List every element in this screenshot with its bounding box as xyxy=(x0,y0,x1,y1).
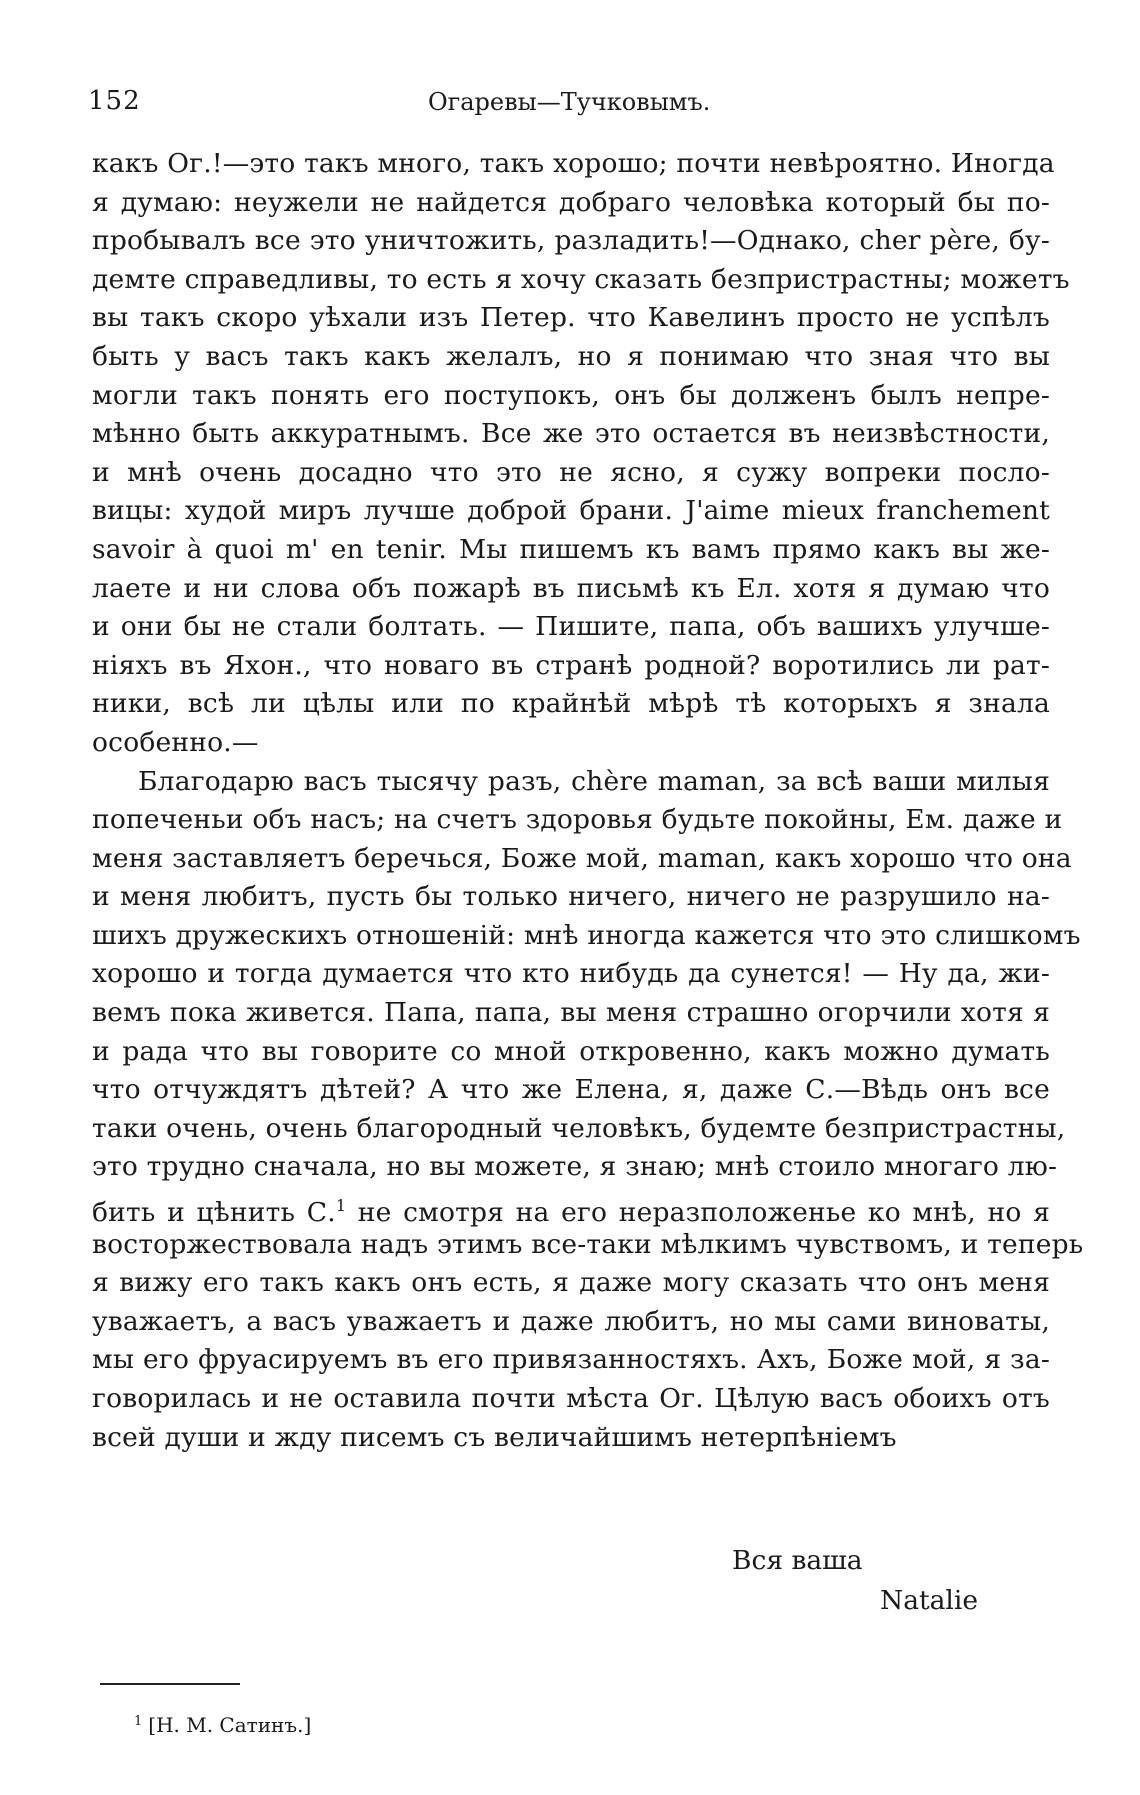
signoff-line: Вся ваша xyxy=(732,1545,863,1576)
text-line: и они бы не стали болтать. — Пишите, папа, объ вашихъ улучше- xyxy=(92,611,1050,643)
text-line: я думаю: неужели не найдется добраго человѣка который бы по- xyxy=(92,186,1050,218)
text-line: ніяхъ въ Яхон., что новаго въ странѣ родной? воротились ли рат- xyxy=(92,649,1050,681)
text-line: вы такъ скоро уѣхали изъ Петер. что Кавелинъ просто не успѣлъ xyxy=(92,302,1050,334)
text-line: пробывалъ все это уничтожить, разладить!—Однако, cher père, бу- xyxy=(92,225,1050,257)
text-line: я вижу его такъ какъ онъ есть, я даже могу сказать что онъ меня xyxy=(92,1267,1050,1299)
text-line: мы его фруасируемъ въ его привязанностяхъ. Ахъ, Боже мой, я за- xyxy=(92,1344,1050,1376)
signature: Natalie xyxy=(880,1585,979,1616)
text-line: таки очень, очень благородный человѣкъ, будемте безпристрастны, xyxy=(92,1112,1066,1144)
footnote-divider xyxy=(100,1683,240,1685)
text-line: лаете и ни слова объ пожарѣ въ письмѣ къ Ел. хотя я думаю что xyxy=(92,572,1050,604)
text-line: какъ Ог.!—это такъ много, такъ хорошо; почти невѣроятно. Иногда xyxy=(92,148,1055,179)
text-line: говорилась и не оставила почти мѣста Ог. Цѣлую васъ обоихъ отъ xyxy=(92,1383,1050,1414)
text-segment: бить и цѣнить С. xyxy=(92,1197,336,1229)
text-line: демте справедливы, то есть я хочу сказать безпристрастны; можетъ xyxy=(92,263,1070,295)
footnote-number: 1 xyxy=(134,1714,143,1729)
text-line: мѣнно быть аккуратнымъ. Все же это остается въ неизвѣстности, xyxy=(92,418,1050,450)
text-line: быть у васъ такъ какъ желалъ, но я понимаю что зная что вы xyxy=(92,340,1050,372)
text-line: хорошо и тогда думается что кто нибудь да сунется! — Ну да, жи- xyxy=(92,958,1050,990)
page-number: 152 xyxy=(88,86,141,116)
letter-body xyxy=(92,145,1084,1457)
text-line: уважаетъ, а васъ уважаетъ и даже любитъ, но мы сами виноваты, xyxy=(92,1305,1050,1337)
text-line: и меня любитъ, пусть бы только ничего, ничего не разрушило на- xyxy=(92,881,1050,913)
text-line: savoir à quoi m' en tenir. Мы пишемъ къ вамъ прямо какъ вы же- xyxy=(92,533,1050,565)
text-line: что отчуждятъ дѣтей? А что же Елена, я, даже С.—Вѣдь онъ все xyxy=(92,1074,1050,1106)
text-line: шихъ дружескихъ отношеній: мнѣ иногда кажется что это слишкомъ xyxy=(92,919,1081,951)
text-line: и мнѣ очень досадно что это не ясно, я сужу вопреки посло- xyxy=(92,456,1050,488)
text-line: могли такъ понять его поступокъ, онъ бы долженъ былъ непре- xyxy=(92,379,1050,411)
text-line-with-footnote xyxy=(92,1187,1050,1229)
text-line: восторжествовала надъ этимъ все-таки мѣлкимъ чувствомъ, и теперь xyxy=(92,1228,1084,1260)
text-line: вицы: худой миръ лучше доброй брани. J'aime mieux franchement xyxy=(92,495,1050,527)
running-title: Огаревы—Тучковымъ. xyxy=(428,88,711,116)
text-line: вемъ пока живется. Папа, папа, вы меня страшно огорчили хотя я xyxy=(92,997,1050,1029)
footnote xyxy=(134,1713,311,1737)
text-segment: не смотря на его неразположенье ко мнѣ, но я xyxy=(346,1197,1050,1229)
text-line: это трудно сначала, но вы можете, я знаю; мнѣ стоило многаго лю- xyxy=(92,1151,1058,1183)
text-line: ники, всѣ ли цѣлы или по крайнѣй мѣрѣ тѣ которыхъ я знала xyxy=(92,688,1050,720)
footnote-marker: 1 xyxy=(335,1196,347,1216)
text-line: особенно.— xyxy=(92,726,259,758)
text-line: и рада что вы говорите со мной откровенно, какъ можно думать xyxy=(92,1035,1050,1067)
text-line: Благодарю васъ тысячу разъ, chère maman, за всѣ ваши милыя xyxy=(138,765,1050,797)
text-line: попеченьи объ насъ; на счетъ здоровья будьте покойны, Ем. даже и xyxy=(92,804,1063,836)
text-line: меня заставляетъ беречься, Боже мой, maman, какъ хорошо что она xyxy=(92,842,1072,874)
footnote-text: [Н. М. Сатинъ.] xyxy=(148,1713,312,1737)
text-line: всей души и жду писемъ съ величайшимъ нетерпѣніемъ xyxy=(92,1421,897,1453)
page-header xyxy=(88,86,1048,126)
